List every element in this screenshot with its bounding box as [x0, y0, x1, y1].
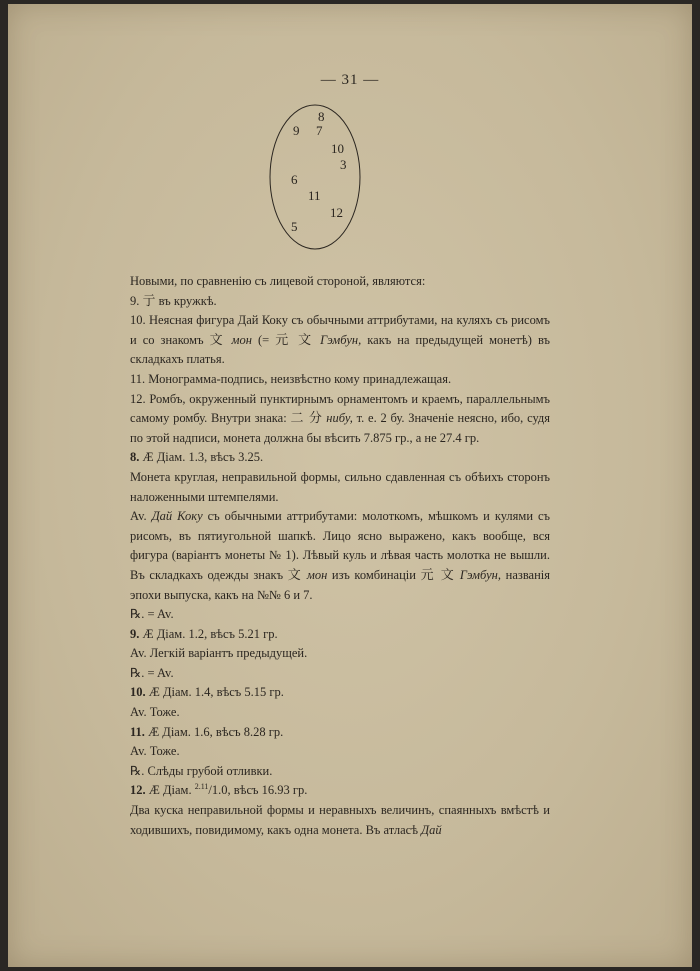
body-text	[130, 272, 550, 840]
coin-8-description: Монета круглая, неправильной формы, сильно сдавленная съ обѣихъ сторонъ наложенными штемпелями.	[130, 469, 550, 504]
coin-10-heading: 10. Æ Діам. 1.4, вѣсъ 5.15 гр.	[130, 685, 284, 700]
diagram-label: 6	[291, 172, 298, 187]
page-number: — 31 —	[320, 72, 380, 88]
coin-9-heading: 9. Æ Діам. 1.2, вѣсъ 5.21 гр.	[130, 626, 278, 641]
coin-diagram	[265, 102, 375, 252]
coin-8-obverse: Av. Дай Коку съ обычными аттрибутами: молоткомъ, мѣшкомъ и кулями съ рисомъ, въ пятиугольной шапкѣ. Лицо ясно выражено, какъ вообще, вся фигура (варіантъ монеты № 1). Лѣвый куль и лѣвая часть молотка не вышли. Въ складкахъ одежды знакъ 文 мон изъ комбинаціи 元 文 Гэмбун, названія эпохи выпуска, какъ на №№ 6 и 7.	[130, 509, 551, 602]
paragraph-item-12: 12. Ромбъ, окруженный пунктирнымъ орнаментомъ и краемъ, параллельнымъ самому ромбу. Внутри знака: 二 分 нибу, т. е. 2 бу. Значеніе неясно, ибо, судя по этой надписи, монета должна бы вѣсить 7.875 гр., а не 27.4 гр.	[130, 391, 551, 445]
coin-11-heading: 11. Æ Діам. 1.6, вѣсъ 8.28 гр.	[130, 724, 284, 739]
coin-9-obverse: Av. Легкій варіантъ предыдущей.	[130, 646, 308, 661]
paragraph-item-10: 10. Неясная фигура Дай Коку съ обычными аттрибутами, на куляхъ съ рисомъ и со знакомъ 文 мон (= 元 文 Гэмбун, какъ на предыдущей монетѣ) въ складкахъ платья.	[130, 313, 550, 367]
diagram-label: 11	[308, 188, 321, 203]
diagram-label: 3	[340, 157, 347, 172]
coin-12-description: Два куска неправильной формы и неравныхъ величинъ, спаянныхъ вмѣстѣ и ходившихъ, повидимому, какъ одна монета. Въ атласѣ Дай	[130, 803, 550, 837]
coin-8-reverse: ℞. = Av.	[130, 607, 174, 622]
coin-11-reverse: ℞. Слѣды грубой отливки.	[130, 763, 273, 778]
diagram-label: 9	[293, 123, 300, 138]
diagram-label: 5	[291, 219, 298, 234]
coin-9-reverse: ℞. = Av.	[130, 665, 174, 680]
coin-8-heading: 8. Æ Діам. 1.3, вѣсъ 3.25.	[130, 450, 264, 465]
diagram-label: 10	[331, 141, 344, 156]
coin-12-heading: 12. Æ Діам. $^{2.11}$/1.0, вѣсъ 16.93 гр.	[130, 782, 308, 798]
paragraph-intro: Новыми, по сравненію съ лицевой стороной, являются:	[130, 274, 426, 288]
diagram-label: 12	[330, 205, 343, 220]
paragraph-item-9: 9. 亍 въ кружкѣ.	[130, 293, 217, 309]
coin-11-obverse: Av. Тоже.	[130, 744, 180, 759]
diagram-label: 7	[316, 123, 323, 138]
paragraph-item-11: 11. Монограмма-подпись, неизвѣстно кому принадлежащая.	[130, 371, 452, 386]
diagram-label: 8	[318, 109, 325, 124]
coin-10-obverse: Av. Тоже.	[130, 705, 180, 720]
